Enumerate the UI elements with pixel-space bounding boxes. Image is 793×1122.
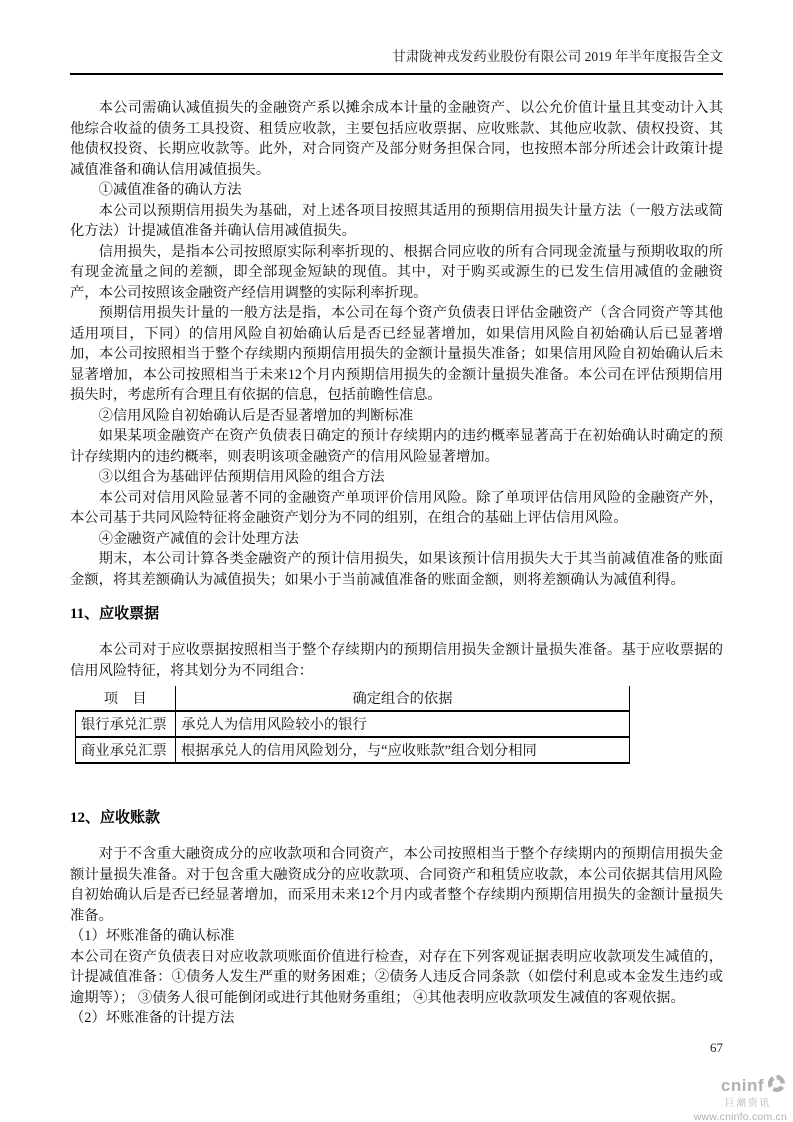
section-heading-receivable-notes: 11、应收票据 — [70, 606, 160, 622]
table-header-item: 项 目 — [76, 686, 176, 711]
cninfo-brand-text: cninf — [720, 1076, 764, 1095]
table-row — [76, 711, 630, 737]
paragraph: ②信用风险自初始确认后是否显著增加的判断标准 — [98, 407, 414, 424]
table-cell-basis: 承兑人为信用风险较小的银行 — [176, 711, 630, 737]
paragraph: 如果某项金融资产在资产负债表日确定的预计存续期内的违约概率显著高于在初始确认时确定的预计存续期内的违约概率，则表明该项金融资产的信用风险显著增加。 — [70, 428, 723, 465]
table-header-basis: 确定组合的依据 — [176, 686, 630, 711]
paragraph: 本公司以预期信用损失为基础，对上述各项目按照其适用的预期信用损失计量方法（一般方法或简化方法）计提减值准备并确认信用减值损失。 — [70, 202, 723, 239]
paragraph: （2）坏账准备的计提方法 — [70, 1010, 235, 1026]
paragraph: ④金融资产减值的会计处理方法 — [98, 530, 299, 547]
paragraph: 期末，本公司计算各类金融资产的预计信用损失，如果该预计信用损失大于其当前减值准备的账面金额，将其差额确认为减值损失；如果小于当前减值准备的账面金额，则将差额确认为减值利得。 — [70, 551, 723, 588]
paragraph: 信用损失，是指本公司按照原实际利率折现的、根据合同应收的所有合同现金流量与预期收取的所有现金流量之间的差额，即全部现金短缺的现值。其中，对于购买或源生的已发生信用减值的金融资产，本公司按照该金融资产经信用调整的实际利率折现。 — [70, 243, 723, 301]
report-header-title: 甘肃陇神戎发药业股份有限公司 2019 年半年度报告全文 — [392, 49, 723, 64]
paragraph: 预期信用损失计量的一般方法是指，本公司在每个资产负债表日评估金融资产（含合同资产等其他适用项目，下同）的信用风险自初始确认后是否已经显著增加，如果信用风险自初始确认后已显著增加，本公司按照相当于整个存续期内预期信用损失的金额计量损失准备；如果信用风险自初始确认后未显著增加，本公司按照相当于未来12个月内预期信用损失的金额计量损失准备。本公司在评估预期信用损失时，考虑所有合理且有依据的信息，包括前瞻性信息。 — [70, 305, 723, 403]
cninfo-swirl-icon — [766, 1074, 787, 1097]
cninfo-subtitle: 巨潮资讯 — [724, 1098, 771, 1109]
header-divider — [70, 73, 723, 75]
table-cell-item: 银行承兑汇票 — [76, 711, 176, 737]
paragraph: 本公司对于应收票据按照相当于整个存续期内的预期信用损失金额计量损失准备。基于应收票据的信用风险特征，将其划分为不同组合： — [70, 642, 723, 679]
cninfo-logo-brand-row — [694, 1074, 787, 1097]
cninfo-logo — [694, 1074, 787, 1122]
cninfo-url: www.cninfo.com.cn — [693, 1110, 787, 1122]
paragraph: 对于不含重大融资成分的应收款项和合同资产，本公司按照相当于整个存续期内的预期信用损失金额计量损失准备。对于包含重大融资成分的应收款项、合同资产和租赁应收款，本公司依据其信用风险自初始确认后是否已经显著增加，而采用未来12个月内或者整个存续期内预期信用损失的金额计量损失准备。 — [70, 846, 723, 924]
paragraph: ③以组合为基础评估预期信用风险的组合方法 — [98, 469, 385, 485]
receivable-notes-portfolio-table — [75, 686, 630, 764]
paragraph: ①减值准备的确认方法 — [98, 182, 242, 198]
table-row — [76, 737, 630, 763]
paragraph: 本公司需确认减值损失的金融资产系以摊余成本计量的金融资产、以公允价值计量且其变动计入其他综合收益的债务工具投资、租赁应收款，主要包括应收票据、应收账款、其他应收款、债权投资、其他债权投资、长期应收款等。此外，对合同资产及部分财务担保合同，也按照本部分所述会计政策计提减值准备和确认信用减值损失。 — [70, 100, 723, 178]
document-body — [70, 98, 723, 1029]
table-cell-basis: 根据承兑人的信用风险划分，与“应收账款”组合划分相同 — [176, 737, 630, 763]
page-header — [70, 48, 723, 75]
paragraph: 本公司在资产负债表日对应收款项账面价值进行检查，对存在下列客观证据表明应收款项发生减值的，计提减值准备：①债务人发生严重的财务困难；②债务人违反合同条款（如偿付利息或本金发生违约或逾期等）； ③债务人很可能倒闭或进行其他财务重组； ④其他表明应收款项发生减值的客观依据。 — [70, 948, 723, 1006]
paragraph: （1）坏账准备的确认标准 — [70, 928, 235, 944]
paragraph: 本公司对信用风险显著不同的金融资产单项评价信用风险。除了单项评估信用风险的金融资产外，本公司基于共同风险特征将金融资产划分为不同的组别，在组合的基础上评估信用风险。 — [70, 489, 723, 526]
table-cell-item: 商业承兑汇票 — [76, 737, 176, 763]
section-heading-accounts-receivable: 12、应收账款 — [70, 810, 161, 826]
table-header-row — [76, 686, 630, 711]
page-number: 67 — [710, 1040, 723, 1055]
